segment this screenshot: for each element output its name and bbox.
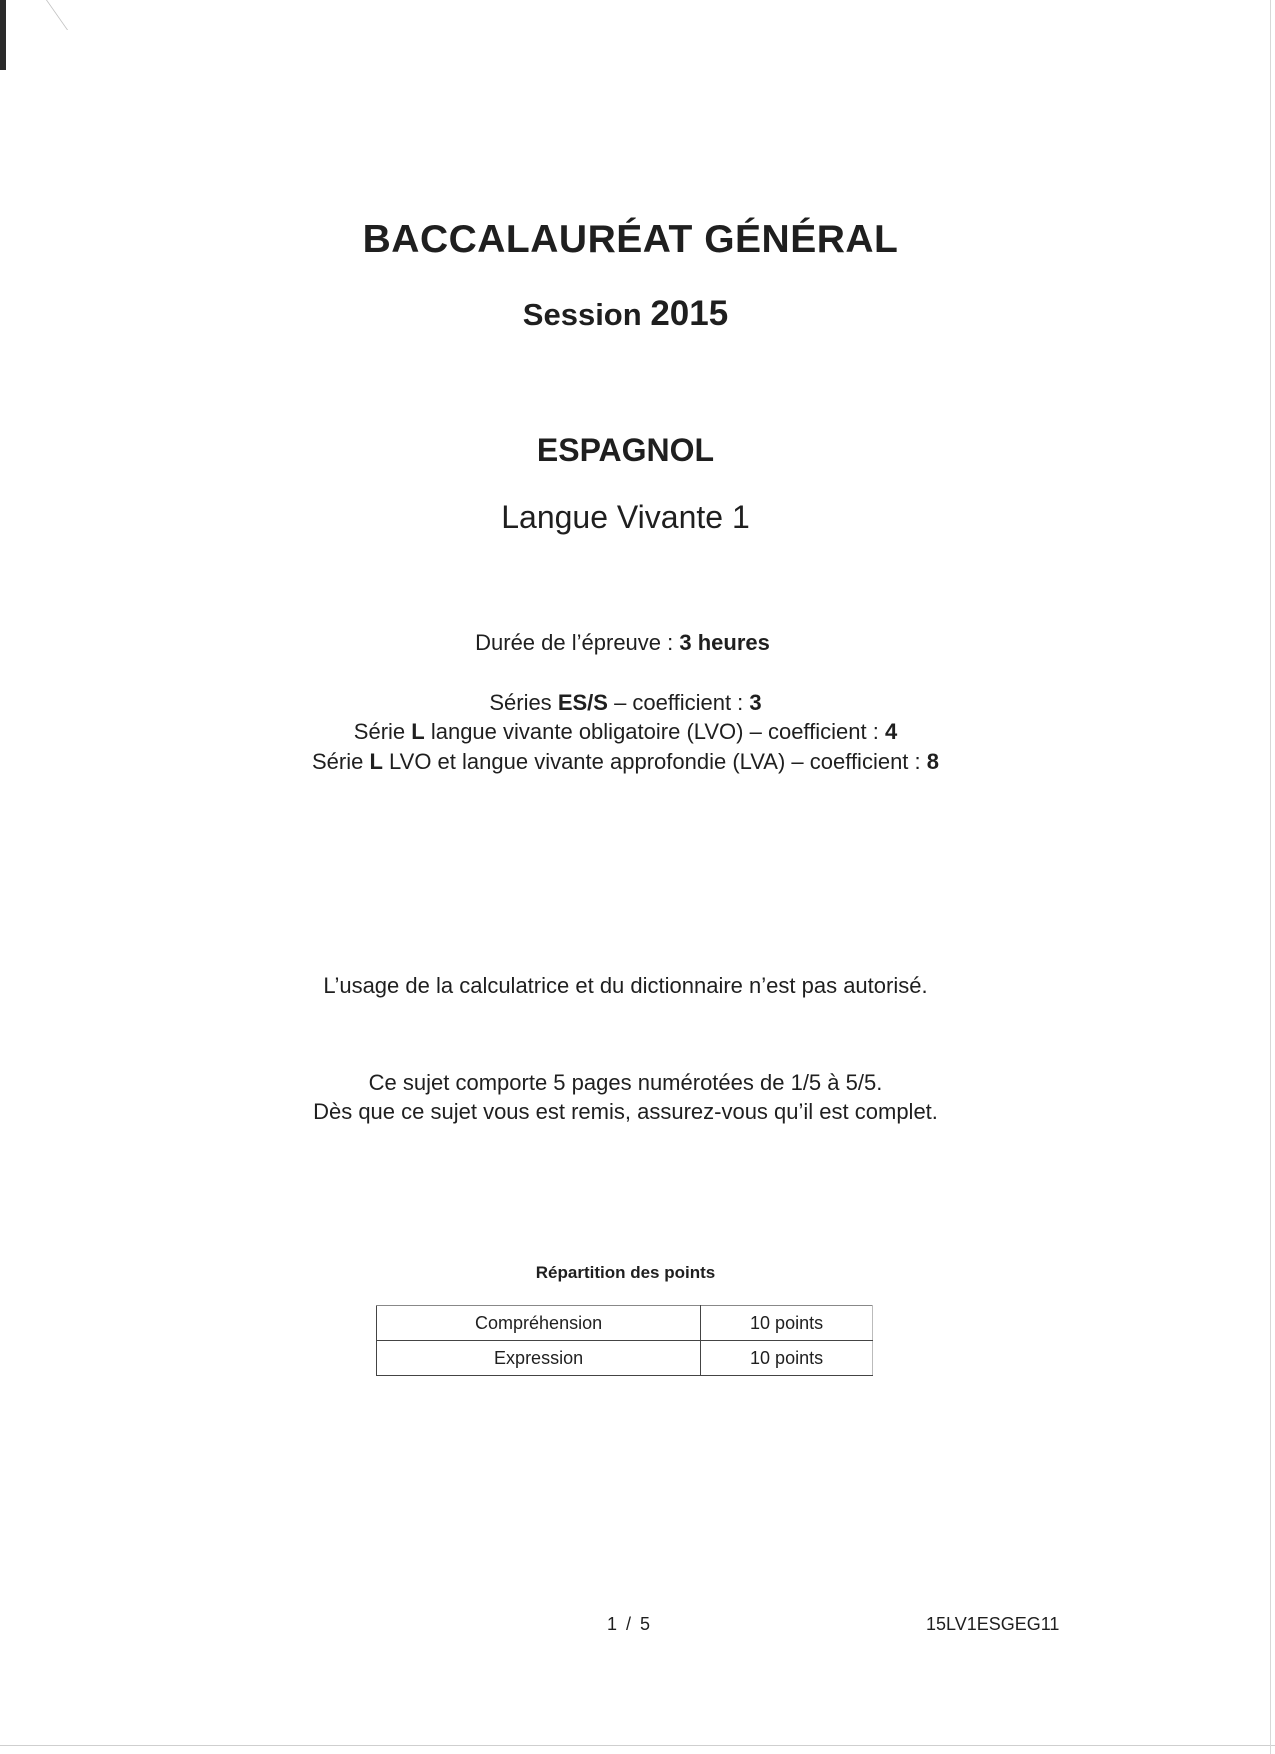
session-line <box>0 294 1263 334</box>
page-count-notice: Ce sujet comporte 5 pages numérotées de 1/5 à 5/5. <box>368 1070 883 1095</box>
series-description: – coefficient : <box>607 690 750 715</box>
table-row <box>377 1341 873 1376</box>
session-year: 2015 <box>650 294 729 333</box>
table-cell-value: 10 points <box>701 1341 873 1376</box>
points-table <box>376 1305 873 1376</box>
table-row <box>377 1306 873 1341</box>
scan-bottom-edge <box>0 1745 1275 1746</box>
duration-value: 3 heures <box>679 630 770 655</box>
series-coefficient: 8 <box>926 749 939 774</box>
series-prefix: Série <box>353 719 412 744</box>
duration-line <box>0 630 1260 656</box>
subject-name: ESPAGNOL <box>536 432 715 468</box>
points-table-title: Répartition des points <box>535 1263 716 1282</box>
subject-level: Langue Vivante 1 <box>501 499 750 535</box>
usage-notice: L’usage de la calculatrice et du dictionnaire n’est pas autorisé. <box>323 973 928 998</box>
session-label: Session <box>522 297 642 332</box>
series-coefficient: 4 <box>884 719 898 744</box>
series-line-l-lva <box>0 749 1263 775</box>
scan-corner-mark <box>6 0 68 30</box>
series-line-es-s <box>0 690 1263 716</box>
series-line-l-lvo <box>0 719 1263 745</box>
scan-right-edge <box>1270 0 1271 1754</box>
page-number: 1 / 5 <box>607 1614 653 1634</box>
duration-label: Durée de l’épreuve : <box>475 630 680 655</box>
table-cell-label: Expression <box>377 1341 701 1376</box>
series-description: langue vivante obligatoire (LVO) – coefficient : <box>424 719 885 744</box>
table-cell-value: 10 points <box>701 1306 873 1341</box>
series-name: ES/S <box>557 690 608 715</box>
completeness-notice: Dès que ce sujet vous est remis, assurez-vous qu’il est complet. <box>313 1099 938 1124</box>
series-coefficient: 3 <box>749 690 762 715</box>
series-prefix: Séries <box>489 690 558 715</box>
series-prefix: Série <box>312 749 370 774</box>
series-description: LVO et langue vivante approfondie (LVA) – coefficient : <box>382 749 927 774</box>
exam-title: BACCALAURÉAT GÉNÉRAL <box>362 218 899 261</box>
document-code: 15LV1ESGEG11 <box>926 1614 1060 1634</box>
series-name: L <box>411 719 425 744</box>
scan-edge-shadow <box>0 0 6 70</box>
series-name: L <box>369 749 383 774</box>
table-cell-label: Compréhension <box>377 1306 701 1341</box>
